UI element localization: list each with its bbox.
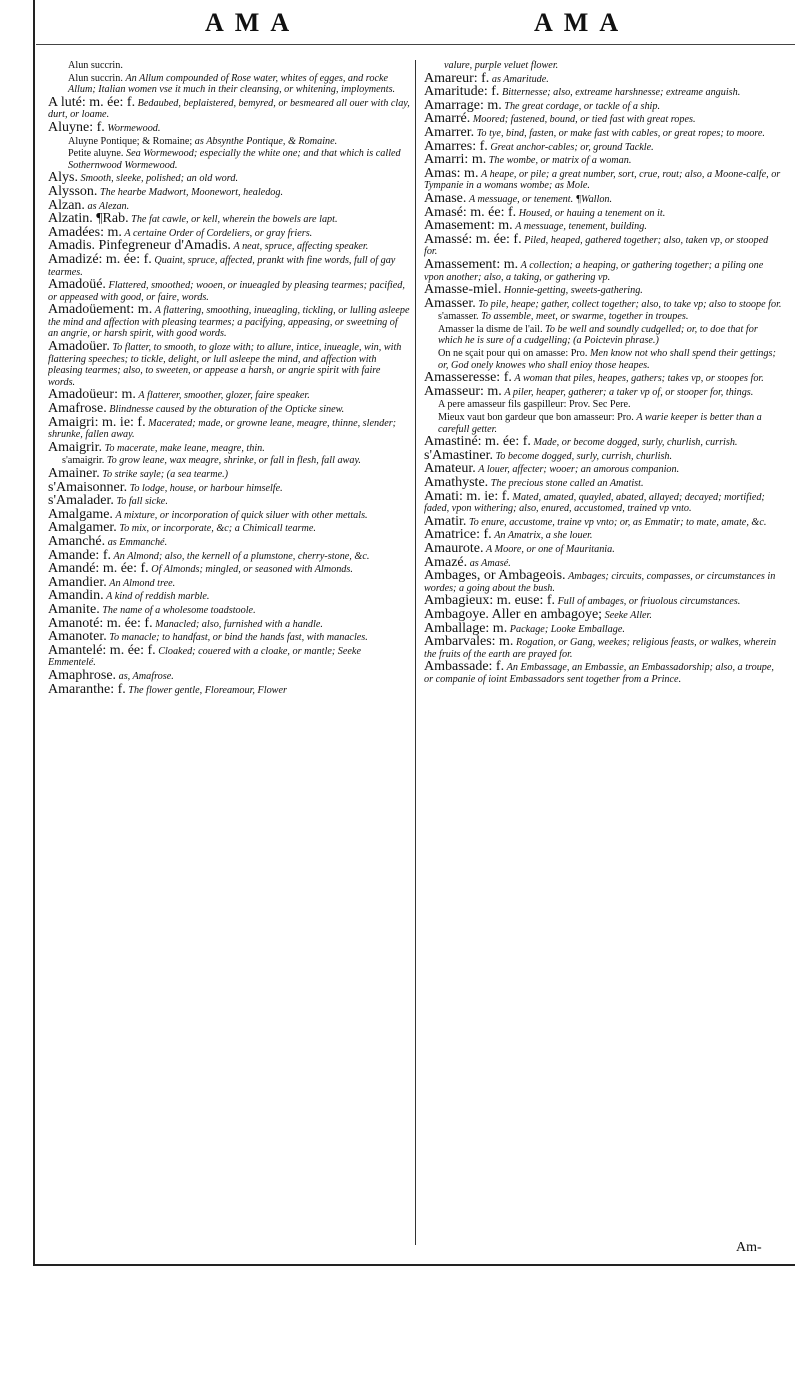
entry-headword: s'Amalader. <box>48 493 114 509</box>
dictionary-entry <box>48 172 410 185</box>
entry-headword: Amastiné: m. ée: f. <box>424 434 531 450</box>
entry-headword: Amas: m. <box>424 165 479 181</box>
entry-definition: The wombe, or matrix of a woman. <box>488 155 632 167</box>
entry-headword: Amazé. <box>424 554 468 570</box>
entry-definition: as Alezan. <box>87 200 130 212</box>
dictionary-entry <box>424 570 784 594</box>
entry-headword: Ambassade: f. <box>424 659 505 675</box>
entry-headword: s'amasser. <box>438 311 479 323</box>
entry-headword: Amarrer. <box>424 124 475 140</box>
entry-definition: A messuage, tenement, building. <box>515 221 647 233</box>
entry-definition: To fall sicke. <box>116 496 168 508</box>
entry-definition: A neat, spruce, affecting speaker. <box>233 241 369 253</box>
entry-headword: Amadizé: m. ée: f. <box>48 251 152 267</box>
entry-definition: To tye, bind, fasten, or make fast with cables, or great ropes; to moore. <box>476 127 765 139</box>
entry-definition: A flatterer, smoother, glozer, faire speaker. <box>138 390 310 402</box>
dictionary-entry <box>424 399 784 411</box>
entry-headword: Amadoüement: m. <box>48 302 153 318</box>
dictionary-entry <box>424 97 784 113</box>
entry-headword: Petite aluyne. <box>68 148 124 160</box>
entry-headword: Amasser la disme de l'ail. <box>438 323 543 335</box>
entry-definition: as Amasé. <box>469 557 511 569</box>
dictionary-entry <box>424 311 784 323</box>
dictionary-entry <box>48 60 410 72</box>
dictionary-entry <box>48 94 410 121</box>
entry-headword: Amadées: m. <box>48 224 122 240</box>
column-divider <box>415 60 416 1245</box>
entry-headword: Amasseur: m. <box>424 383 502 399</box>
entry-headword: Amareur: f. <box>424 70 490 86</box>
dictionary-entry <box>48 642 410 669</box>
entry-definition: Mated, amated, quayled, abated, allayed; decayed; mortified; faded, vpon withering; also, enured, accustomed, trained vp vnto. <box>424 491 765 515</box>
entry-headword: Alzatin. ¶Rab. <box>48 211 129 227</box>
dictionary-entry <box>48 183 410 199</box>
entry-definition: To flatter, to smooth, to gloze with; to allure, intice, inueagle, win, with flattering speeches; to tickle, delight, or lull asleepe the mind, and affection with pleasing tearmes; also, to sweeten, or appease a harsh, or angrie spirit with faire words. <box>48 342 402 388</box>
entry-headword: Mieux vaut bon gardeur que bon amasseur: Pro. <box>438 412 634 424</box>
entry-definition: Great anchor-cables; or, ground Tackle. <box>490 141 654 153</box>
entry-definition: An Embassage, an Embassie, an Embassadorship; also, a troupe, or companie of ioint Embassadors sent together from a Prince. <box>424 662 774 685</box>
dictionary-entry <box>48 136 410 148</box>
entry-definition: Bitternesse; also, extreame harshnesse; extreame anguish. <box>501 87 741 99</box>
dictionary-entry <box>48 414 410 441</box>
entry-definition: A messuage, or tenement. ¶Wallon. <box>468 193 613 205</box>
entry-definition: A piler, heaper, gatherer; a taker vp of, or stooper for, things. <box>504 386 754 398</box>
entry-definition: A flattering, smoothing, inueagling, tickling, or lulling asleepe the mind and affection with pleasing tearmes; a pacifying, appeasing, or sweetning of an angrie, or harsh spirit, with good words. <box>48 305 410 340</box>
dictionary-entry <box>48 148 410 171</box>
entry-definition: The great cordage, or tackle of a ship. <box>504 100 661 112</box>
entry-headword: Amaritude: f. <box>424 84 500 100</box>
dictionary-entry <box>424 540 784 556</box>
entry-headword: Amballage: m. <box>424 620 508 636</box>
entry-headword: Amanite. <box>48 601 100 617</box>
entry-headword: Amandier. <box>48 574 107 590</box>
entry-headword: Ambagieux: m. euse: f. <box>424 593 556 609</box>
entry-headword: Amatir. <box>424 513 467 529</box>
entry-headword: Alys. <box>48 170 78 186</box>
bottom-border-rule <box>33 1264 795 1266</box>
entry-headword: Amasé: m. ée: f. <box>424 204 517 220</box>
entry-definition: The hearbe Madwort, Moonewort, healedog. <box>99 186 284 198</box>
entry-definition: An Almond; also, the kernell of a plumstone, cherry-stone, &c. <box>113 550 370 562</box>
entry-headword: Amanché. <box>48 533 106 549</box>
entry-headword: Amasse-miel. <box>424 282 502 298</box>
entry-headword: Amaphrose. <box>48 667 117 683</box>
running-head-right: AMA <box>534 8 630 37</box>
right-column <box>424 60 784 1250</box>
entry-headword: Amadis. Pinfegreneur d'Amadis. <box>48 238 231 254</box>
entry-definition: Wormewood. <box>107 122 161 134</box>
dictionary-entry <box>48 73 410 96</box>
entry-headword: A pere amasseur fils gaspilleur: Prov. Sec Pere. <box>438 399 631 411</box>
entry-definition: An Amatrix, a she louer. <box>494 530 593 542</box>
entry-definition: A kind of reddish marble. <box>106 591 210 603</box>
dictionary-entry <box>48 590 410 603</box>
entry-definition: An Allum compounded of Rose water, whites of egges, and rocke Allum; Italian women vse it much in their cleansing, or whitening, imployments. <box>68 72 396 96</box>
entry-definition: Housed, or hauing a tenement on it. <box>518 207 666 219</box>
entry-headword: Amantelé: m. ée: f. <box>48 642 156 658</box>
entry-definition: A collection; a heaping, or gathering together; a piling one vpon another; also, a taking, or gathering vp. <box>424 259 764 283</box>
entry-headword: Amase. <box>424 190 467 206</box>
entry-headword: Amasement: m. <box>424 218 513 234</box>
entry-definition: Seeke Aller. <box>604 609 652 621</box>
entry-headword: Aluyne Pontique; & Romaine; <box>68 135 193 147</box>
entry-definition: To strike sayle; (a sea tearme.) <box>102 469 229 480</box>
entry-headword: Amateur. <box>424 461 476 477</box>
entry-definition: Package; Looke Emballage. <box>509 623 625 635</box>
entry-headword: Amasseresse: f. <box>424 370 512 386</box>
dictionary-entry <box>48 681 410 697</box>
entry-headword: Ambarvales: m. <box>424 634 514 650</box>
dictionary-entry <box>48 341 410 388</box>
entry-definition: Men know not who shall spend their gettings; or, God onely knowes who shall enioy those heapes. <box>438 348 776 371</box>
dictionary-entry <box>424 284 784 297</box>
entry-headword: Amathyste. <box>424 475 489 490</box>
entry-headword: Amandin. <box>48 588 104 604</box>
entry-headword: On ne sçait pour qui on amasse: Pro. <box>438 348 588 360</box>
entry-definition: as Amaritude. <box>491 73 549 85</box>
entry-headword: Amalgame. <box>48 506 113 522</box>
entry-definition: To manacle; to handfast, or bind the hands fast, with manacles. <box>109 632 368 644</box>
dictionary-entry <box>424 661 784 685</box>
left-border-rule <box>33 0 35 1265</box>
dictionary-entry <box>424 165 784 192</box>
entry-headword: Amadoüé. <box>48 277 106 293</box>
left-column <box>48 60 410 1250</box>
entry-headword: Amaurote. <box>424 540 484 556</box>
dictionary-entry <box>48 455 410 467</box>
entry-definition: To pile, heape; gather, collect together; also, to take vp; also to stoope for. <box>478 298 782 310</box>
entry-headword: Amaigrir. <box>48 439 103 455</box>
dictionary-entry <box>424 488 784 515</box>
dictionary-entry <box>424 295 784 311</box>
entry-definition: To become dogged, surly, currish, churlish. <box>495 450 673 462</box>
entry-definition: Manacled; also, furnished with a handle. <box>155 618 323 630</box>
entry-definition: A heape, or pile; a great number, sort, crue, rout; also, a Moone-calfe, or Tympanie in a womans wombe; as Mole. <box>424 168 781 192</box>
entry-headword: s'Amastiner. <box>424 447 494 463</box>
running-head-left: AMA <box>205 8 301 37</box>
entry-headword: Amalgamer. <box>48 520 117 536</box>
entry-definition: Honnie-getting, sweets-gathering. <box>503 285 643 297</box>
entry-headword: s'Amaisonner. <box>48 479 128 495</box>
dictionary-entry <box>424 231 784 258</box>
entry-headword: A luté: m. ée: f. <box>48 94 136 110</box>
entry-definition: Moored; fastened, bound, or tied fast with great ropes. <box>472 114 696 126</box>
dictionary-entry <box>424 636 784 660</box>
entry-definition: A mixture, or incorporation of quick siluer with other mettals. <box>115 509 368 521</box>
dictionary-entry <box>48 439 410 455</box>
entry-headword: Alun succrin. <box>68 60 123 71</box>
entry-definition: To lodge, house, or harbour himselfe. <box>129 482 283 494</box>
entry-headword: Amainer. <box>48 466 100 481</box>
entry-definition: Blindnesse caused by the obturation of the Opticke sinew. <box>109 404 345 416</box>
header-rule <box>36 44 795 45</box>
entry-definition: The flower gentle, Floreamour, Flower <box>128 684 287 696</box>
entry-headword: Amarres: f. <box>424 138 488 154</box>
entry-definition: A Moore, or one of Mauritania. <box>486 543 615 555</box>
dictionary-entry <box>424 256 784 283</box>
entry-headword: Alysson. <box>48 183 98 199</box>
entry-headword: Amarrage: m. <box>424 97 502 113</box>
entry-headword: s'amaigrir. <box>62 455 105 467</box>
dictionary-entry <box>48 119 410 135</box>
entry-definition: A warie keeper is better than a carefull getter. <box>438 412 762 435</box>
entry-definition: Made, or become dogged, surly, churlish, currish. <box>533 437 738 449</box>
dictionary-entry <box>424 383 784 399</box>
dictionary-entry <box>424 113 784 126</box>
entry-headword: Amassé: m. ée: f. <box>424 231 522 247</box>
entry-definition: To grow leane, wax meagre, shrinke, or fall in flesh, fall away. <box>106 455 361 467</box>
entry-headword: Amanoté: m. ée: f. <box>48 615 153 631</box>
dictionary-entry <box>48 251 410 278</box>
entry-definition: A louer, affecter; wooer; an amorous companion. <box>478 464 680 476</box>
entry-headword: Amassement: m. <box>424 256 519 272</box>
entry-headword: Amandé: m. ée: f. <box>48 561 149 577</box>
dictionary-entry <box>424 324 784 347</box>
dictionary-entry <box>424 348 784 371</box>
entry-definition: Sea Wormewood; especially the white one; and that which is called Sothernwood Wormewood. <box>68 148 401 171</box>
entry-definition: The precious stone called an Amatist. <box>490 478 644 489</box>
entry-definition: Bedaubed, beplaistered, bemyred, or besmeared all ouer with clay, durt, or loame. <box>48 97 410 121</box>
entry-definition: Rogation, or Gang, weekes; religious feasts, or walkes, wherein the fruits of the earth are prayed for. <box>424 637 777 660</box>
entry-headword: Amadoüeur: m. <box>48 387 136 403</box>
entry-definition: as, Amafrose. <box>118 670 174 682</box>
entry-definition: Macerated; made, or growne leane, meagre, thinne, slender; shrunke, fallen away. <box>48 417 397 441</box>
entry-headword: Amadoüer. <box>48 339 110 355</box>
entry-definition: Flattered, smoothed; wooen, or inueagled by pleasing tearmes; pacified, or appeased with good, or faire, words. <box>48 280 405 303</box>
entry-headword: Alun succrin. <box>68 72 123 84</box>
entry-definition: To mix, or incorporate, &c; a Chimicall tearme. <box>119 523 316 535</box>
entry-definition: Ambages; circuits, compasses, or circumstances in wordes; a going about the bush. <box>424 571 776 594</box>
entry-definition: A certaine Order of Cordeliers, or gray friers. <box>124 227 313 239</box>
entry-definition: Smooth, sleeke, polished; an old word. <box>80 173 239 185</box>
entry-headword: Amaranthe: f. <box>48 681 126 697</box>
entry-definition: The name of a wholesome toadstoole. <box>102 604 256 616</box>
entry-headword: Amaigri: m. ie: f. <box>48 414 146 430</box>
dictionary-entry <box>424 412 784 435</box>
entry-definition: Full of ambages, or friuolous circumstances. <box>557 596 741 608</box>
entry-headword: Amarri: m. <box>424 152 487 168</box>
entry-headword: Amasser. <box>424 295 476 311</box>
entry-definition: To macerate, make leane, meagre, thin. <box>104 442 265 454</box>
entry-headword: Amarré. <box>424 111 471 127</box>
entry-definition: Of Almonds; mingled, or seasoned with Almonds. <box>151 564 353 576</box>
entry-definition: To assemble, meet, or swarme, together in troupes. <box>481 311 689 323</box>
entry-headword: Amati: m. ie: f. <box>424 488 510 504</box>
entry-headword: Ambages, or Ambageois. <box>424 568 566 584</box>
entry-definition: as Emmanché. <box>107 536 168 548</box>
entry-definition: Quaint, spruce, affected, prankt with fine words, full of gay tearmes. <box>48 254 396 278</box>
entry-headword: Alzan. <box>48 197 85 213</box>
entry-definition: as Absynthe Pontique, & Romaine. <box>194 135 338 147</box>
entry-headword: Amande: f. <box>48 547 111 563</box>
entry-definition: To be well and soundly cudgelled; or, to doe that for which he is sure of a cudgelling; (a Poictevin phrase.) <box>438 323 758 347</box>
dictionary-entry <box>48 279 410 303</box>
entry-headword: Ambagoye. Aller en ambagoye; <box>424 606 603 622</box>
dictionary-entry <box>424 447 784 463</box>
entry-definition: An Almond tree. <box>109 577 176 589</box>
catchword: Am- <box>736 1240 762 1255</box>
entry-headword: Amafrose. <box>48 401 107 417</box>
entry-definition: The fat cawle, or kell, wherein the bowels are lapt. <box>131 214 338 226</box>
entry-headword: Amatrice: f. <box>424 527 492 543</box>
entry-definition: Piled, heaped, gathered together; also, taken vp, or stooped for. <box>424 234 769 258</box>
entry-headword: Aluyne: f. <box>48 119 105 135</box>
entry-definition: valure, purple veluet flower. <box>444 60 559 71</box>
dictionary-entry <box>48 304 410 340</box>
entry-definition: A woman that piles, heapes, gathers; takes vp, or stoopes for. <box>514 373 764 385</box>
entry-headword: Amanoter. <box>48 629 107 645</box>
entry-definition: To enure, accustome, traine vp vnto; or, as Emmatir; to mate, amate, &c. <box>468 516 767 528</box>
entry-definition: Cloaked; couered with a cloake, or mantle; Seeke Emmentelé. <box>48 645 361 669</box>
